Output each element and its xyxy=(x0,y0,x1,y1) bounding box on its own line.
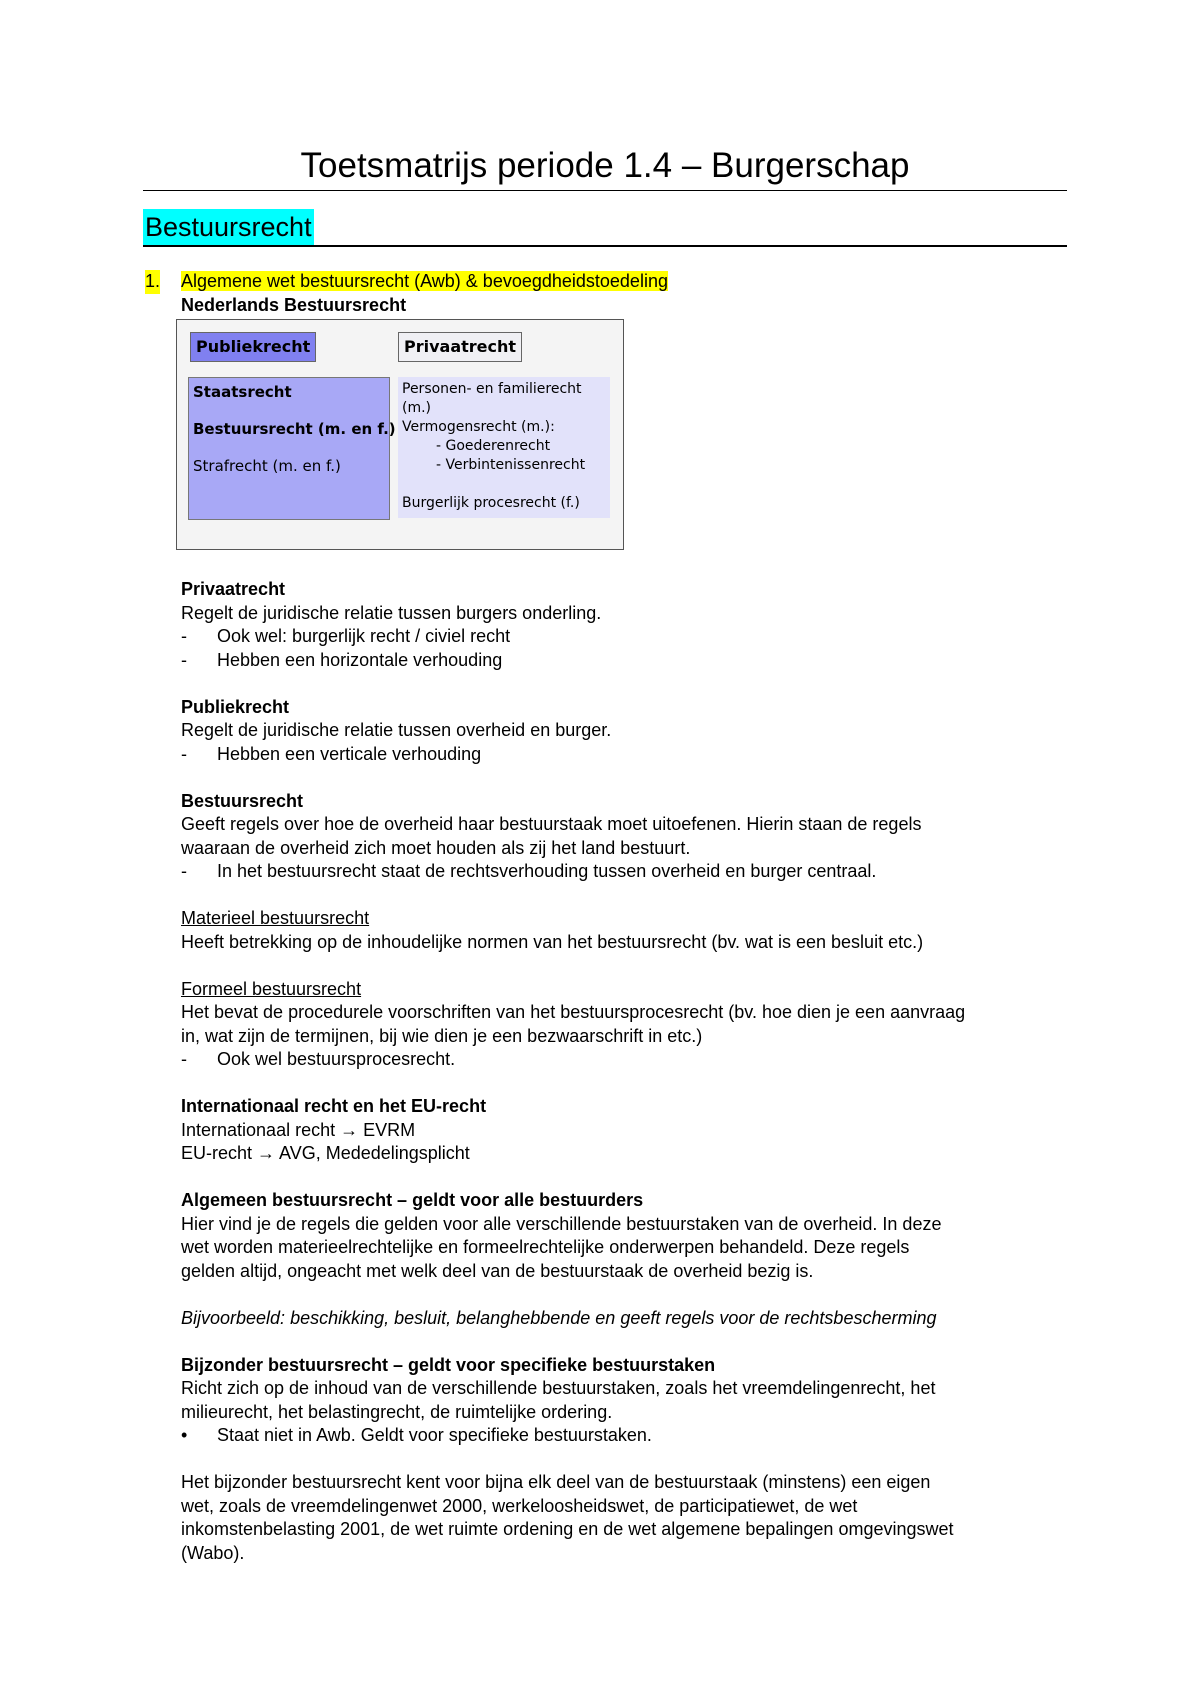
bijzonder-para-line: Het bijzonder bestuursrecht kent voor bijna elk deel van de bestuurstaak (minstens) een eigen xyxy=(181,1472,931,1492)
algemeen-line: wet worden materieelrechtelijke en formeelrechtelijke onderwerpen behandeld. Deze regels xyxy=(181,1237,910,1257)
formeel-line: in, wat zijn de termijnen, bij wie dien je een bezwaarschrift in etc.) xyxy=(181,1025,703,1046)
numbered-item-1 xyxy=(143,270,1067,294)
bijzonder-para-line: wet, zoals de vreemdelingenwet 2000, werkeloosheidswet, de participatiewet, de wet xyxy=(181,1495,858,1516)
materieel-title: Materieel bestuursrecht xyxy=(181,908,370,928)
list-item: - Hebben een horizontale verhouding xyxy=(181,649,503,670)
algemeen-title: Algemeen bestuursrecht – geldt voor alle bestuurders xyxy=(181,1190,644,1210)
section1-title: Algemene wet bestuursrecht (Awb) & bevoegdheidstoedeling xyxy=(181,271,668,291)
algemeen-line: Hier vind je de regels die gelden voor alle verschillende bestuurstaken van de overheid. In deze xyxy=(181,1213,942,1234)
figure-publiek-box xyxy=(188,377,396,520)
privaatrecht-title: Privaatrecht xyxy=(181,579,286,599)
bestuursrecht-line: waaraan de overheid zich moet houden als zij het land bestuurt. xyxy=(181,837,691,858)
list-item: - Hebben een verticale verhouding xyxy=(181,743,482,764)
list-item: - Ook wel bestuursprocesrecht. xyxy=(181,1049,456,1069)
figure-publiek-item: Staatsrecht xyxy=(193,383,292,401)
section-heading-container xyxy=(143,209,1067,247)
figure-privaat-item: Personen- en familierecht xyxy=(402,381,582,397)
list-item: • Staat niet in Awb. Geldt voor specifieke bestuurstaken. xyxy=(181,1425,652,1445)
internationaal-line: EU-recht → AVG, Mededelingsplicht xyxy=(181,1143,470,1163)
figure-privaat-item: (m.) xyxy=(402,400,432,416)
figure-privaat-item: - Verbintenissenrecht xyxy=(436,457,586,473)
law-overview-figure xyxy=(176,319,624,550)
figure-privaat-box xyxy=(398,377,610,518)
bijzonder-para-line: inkomstenbelasting 2001, de wet ruimte ordening en de wet algemene bepalingen omgevingswet xyxy=(181,1519,954,1539)
figure-privaat-item: Burgerlijk procesrecht (f.) xyxy=(402,495,580,511)
formeel-title: Formeel bestuursrecht xyxy=(181,978,362,999)
section1-subtitle: Nederlands Bestuursrecht xyxy=(181,294,407,315)
section-heading: Bestuursrecht xyxy=(143,209,314,245)
internationaal-title: Internationaal recht en het EU-recht xyxy=(181,1096,487,1116)
internationaal-line: Internationaal recht → EVRM xyxy=(181,1119,416,1140)
page-title: Toetsmatrijs periode 1.4 – Burgerschap xyxy=(143,144,1067,191)
figure-privaat-item: Vermogensrecht (m.): xyxy=(402,419,555,435)
publiekrecht-title: Publiekrecht xyxy=(181,696,290,717)
document-body xyxy=(143,270,1067,1565)
bijzonder-line: milieurecht, het belastingrecht, de ruimtelijke ordering. xyxy=(181,1401,613,1422)
bijzonder-title: Bijzonder bestuursrecht – geldt voor specifieke bestuurstaken xyxy=(181,1354,716,1375)
figure-privaat-item: - Goederenrecht xyxy=(436,438,551,454)
list-item: - Ook wel: burgerlijk recht / civiel recht xyxy=(181,626,511,646)
privaatrecht-text: Regelt de juridische relatie tussen burgers onderling. xyxy=(181,602,602,623)
publiekrecht-text: Regelt de juridische relatie tussen overheid en burger. xyxy=(181,720,612,740)
bestuursrecht-title: Bestuursrecht xyxy=(181,790,304,811)
list-item: - In het bestuursrecht staat de rechtsverhouding tussen overheid en burger centraal. xyxy=(181,861,877,881)
algemeen-example: Bijvoorbeeld: beschikking, besluit, belanghebbende en geeft regels voor de rechtsbescherming xyxy=(181,1307,937,1328)
algemeen-line: gelden altijd, ongeacht met welk deel van de bestuurstaak de overheid bezig is. xyxy=(181,1260,814,1281)
formeel-line: Het bevat de procedurele voorschriften van het bestuursprocesrecht (bv. hoe dien je een aanvraag xyxy=(181,1002,966,1022)
bijzonder-line: Richt zich op de inhoud van de verschillende bestuurstaken, zoals het vreemdelingenrecht, het xyxy=(181,1378,936,1398)
figure-publiek-item: Bestuursrecht (m. en f.) xyxy=(193,420,396,438)
bijzonder-para-line: (Wabo). xyxy=(181,1542,245,1563)
figure-privaat-header: Privaatrecht xyxy=(398,332,522,362)
figure-publiek-header: Publiekrecht xyxy=(190,332,316,362)
list-number: 1. xyxy=(145,270,160,294)
bestuursrecht-line: Geeft regels over hoe de overheid haar bestuurstaak moet uitoefenen. Hierin staan de regels xyxy=(181,814,922,834)
materieel-text: Heeft betrekking op de inhoudelijke normen van het bestuursrecht (bv. wat is een besluit etc.) xyxy=(181,931,924,952)
figure-publiek-item: Strafrecht (m. en f.) xyxy=(193,457,341,475)
